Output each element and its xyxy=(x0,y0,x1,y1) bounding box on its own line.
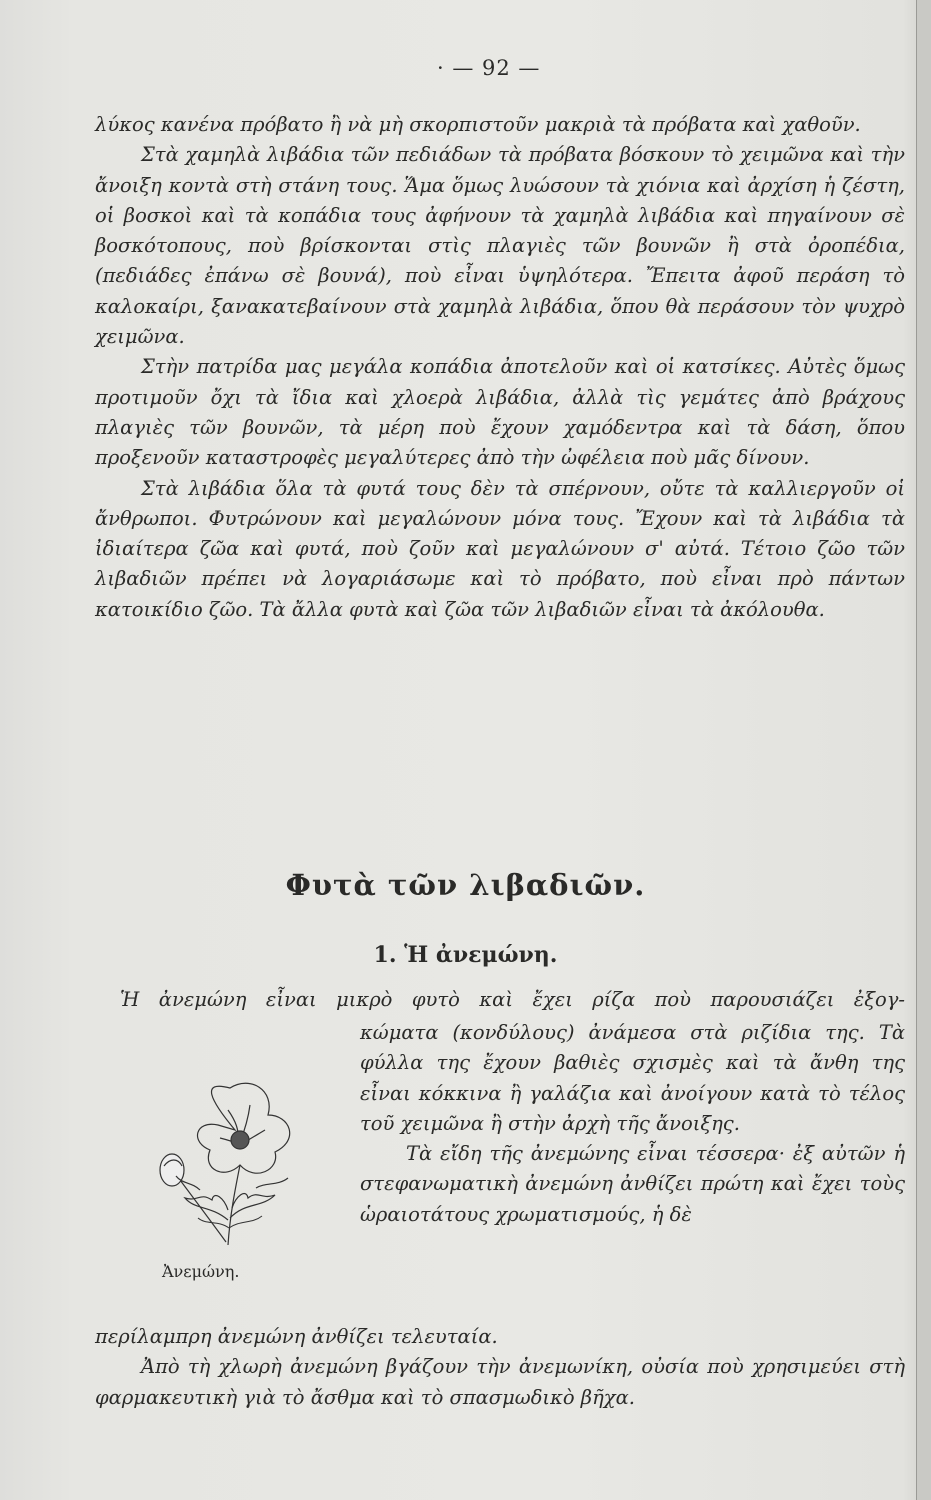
anemone-paragraph-2: Τὰ εἴδη τῆς ἀνεμώνης εἶναι τέσσερα· ἐξ αὐτῶν ἡ στεφανωματικὴ ἀνεμώνη ἀνθίζει πρώτη καὶ ἔχει τοὺς ὡραιοτάτους χρωματισμούς, ἡ δὲ xyxy=(360,1142,905,1226)
flower-center xyxy=(231,1131,249,1149)
body-text xyxy=(95,110,905,625)
anemone-paragraph-1: κώματα (κονδύλους) ἀνάμεσα στὰ ριζίδια της. Τὰ φύλλα της ἔχουν βαθιὲς σχισμὲς καὶ τὰ ἄνθη της εἶναι κόκκινα ἢ γαλάζια καὶ ἀνοίγουν κατὰ τὸ τέλος τοῦ χειμῶνα ἢ στὴν ἀρχὴ τῆς ἄνοιξης. xyxy=(360,1021,905,1135)
paragraph-3: Στὴν πατρίδα μας μεγάλα κοπάδια ἀποτελοῦν καὶ οἱ κατσίκες. Αὐτὲς ὅμως προτιμοῦν ὄχι τὰ ἴδια καὶ χλοερὰ λιβάδια, ἀλλὰ τὶς γεμάτες ἀπὸ βράχους πλαγιὲς τῶν βουνῶν, τὰ μέρη ποὺ ἔχουν χαμόδεντρα καὶ τὰ δάση, ὅπου προξενοῦν καταστροφὲς μεγαλύτερες ἀπὸ τὴν ὠφέλεια ποὺ μᾶς δίνουν. xyxy=(95,355,905,470)
anemone-illustration xyxy=(140,1070,320,1250)
section-title: Φυτὰ τῶν λιβαδιῶν. xyxy=(285,868,646,902)
page-number: · — 92 — xyxy=(437,56,541,80)
figure-caption: Ἀνεμώνη. xyxy=(162,1262,240,1281)
paragraph-4: Στὰ λιβάδια ὅλα τὰ φυτά τους δὲν τὰ σπέρνουν, οὔτε τὰ καλλιεργοῦν οἱ ἄνθρωποι. Φυτρώνουν καὶ μεγαλώνουν μόνα τους. Ἔχουν καὶ τὰ λιβάδια τὰ ἰδιαίτερα ζῶα καὶ φυτά, ποὺ ζοῦν καὶ μεγαλώνουν σ' αὐτά. Τέτοιο ζῶο τῶν λιβαδιῶν πρέπει νὰ λογαριάσωμε καὶ τὸ πρόβατο, ποὺ εἶναι πρὸ πάντων κατοικίδιο ζῶο. Τὰ ἄλλα φυτὰ καὶ ζῶα τῶν λιβαδιῶν εἶναι τὰ ἀκόλουθα. xyxy=(95,476,905,621)
anemone-wrap-text xyxy=(360,1018,905,1230)
stem xyxy=(228,1165,240,1245)
flower-bud xyxy=(160,1154,184,1186)
anemone-paragraph-3: Ἀπὸ τὴ χλωρὴ ἀνεμώνη βγάζουν τὴν ἀνεμωνίκη, οὐσία ποὺ χρησιμεύει στὴ φαρμακευτικὴ γιὰ τὸ ἄσθμα καὶ τὸ σπασμωδικὸ βῆχα. xyxy=(95,1355,905,1409)
paragraph-2: Στὰ χαμηλὰ λιβάδια τῶν πεδιάδων τὰ πρόβατα βόσκουν τὸ χειμῶνα καὶ τὴν ἄνοιξη κοντὰ στὴ στάνη τους. Ἅμα ὅμως λυώσουν τὰ χιόνια καὶ ἀρχίση ἡ ζέστη, οἱ βοσκοὶ καὶ τὰ κοπάδια τους ἀφήνουν τὰ χαμηλὰ λιβάδια καὶ πηγαίνουν σὲ βοσκότοπους, ποὺ βρίσκονται στὶς πλαγιὲς τῶν βουνῶν ἢ στὰ ὀροπέδια, (πεδιάδες ἐπάνω σὲ βουνά), ποὺ εἶναι ὑψηλότερα. Ἔπειτα ἀφοῦ περάση τὸ καλοκαίρι, ξανακατεβαίνουν στὰ χαμηλὰ λιβάδια, ὅπου θὰ περάσουν τὸν ψυχρὸ χειμῶνα. xyxy=(95,143,905,349)
leaf xyxy=(256,1178,288,1188)
subsection-title: 1. Ἡ ἀνεμώνη. xyxy=(373,942,558,968)
anemone-paragraph-2-end: περίλαμπρη ἀνεμώνη ἀνθίζει τελευταία. xyxy=(95,1325,498,1348)
anemone-lead-line: Ἡ ἀνεμώνη εἶναι μικρὸ φυτὸ καὶ ἔχει ρίζα ποὺ παρουσιάζει ἐξογ- xyxy=(120,988,905,1011)
petal xyxy=(198,1083,290,1173)
stem xyxy=(180,1180,226,1242)
page-edge xyxy=(916,0,931,1500)
leaf xyxy=(230,1193,275,1218)
anemone-tail-text xyxy=(95,1322,905,1413)
paragraph-1: λύκος κανένα πρόβατο ἢ νὰ μὴ σκορπιστοῦν μακριὰ τὰ πρόβατα καὶ χαθοῦν. xyxy=(95,113,861,136)
